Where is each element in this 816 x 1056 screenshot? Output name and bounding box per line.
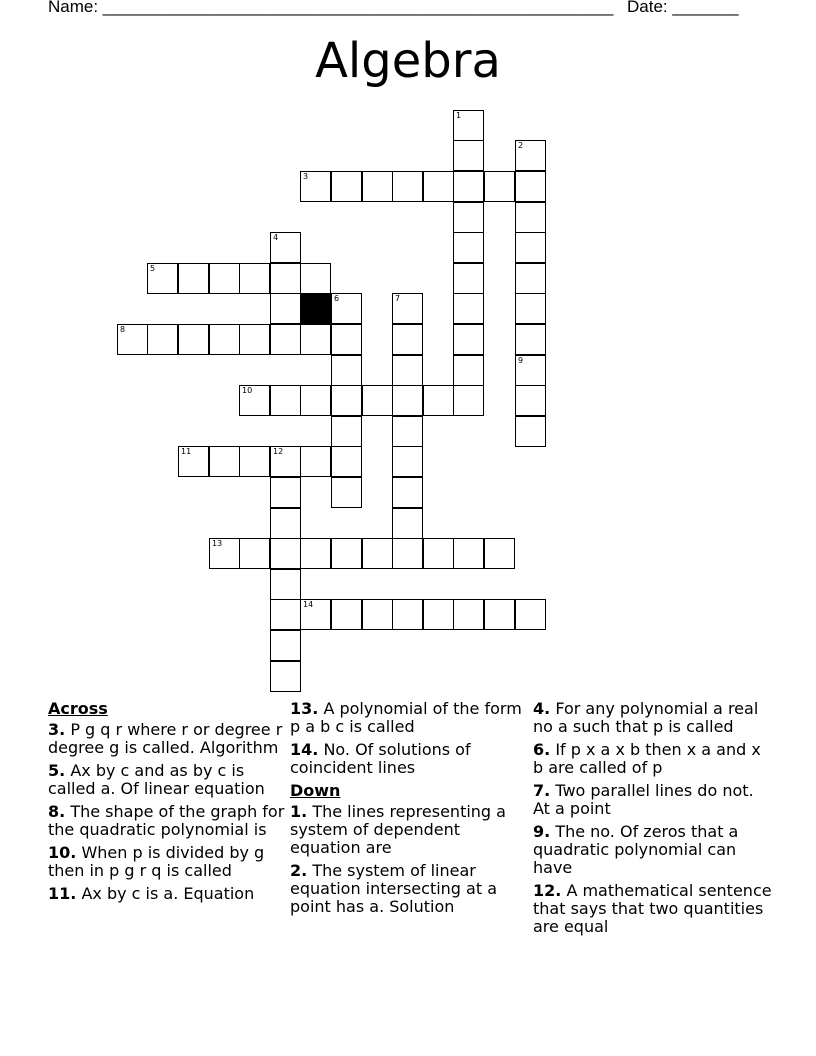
crossword-cell[interactable]	[484, 599, 515, 630]
clue-number: 8	[120, 325, 126, 334]
crossword-cell[interactable]	[270, 446, 301, 477]
crossword-cell[interactable]	[515, 171, 546, 202]
crossword-cell[interactable]	[392, 171, 423, 202]
crossword-cell[interactable]	[239, 538, 270, 569]
clue-down-4: 4. For any polynomial a real no a such that p is called	[533, 699, 759, 736]
crossword-cell[interactable]	[453, 140, 484, 171]
crossword-cell[interactable]	[392, 477, 423, 508]
crossword-cell[interactable]	[392, 355, 423, 386]
across-heading: Across	[48, 699, 108, 718]
crossword-cell[interactable]	[331, 324, 362, 355]
crossword-cell[interactable]	[331, 416, 362, 447]
crossword-cell[interactable]	[270, 385, 301, 416]
crossword-cell[interactable]	[300, 324, 331, 355]
clue-number: 14	[303, 600, 314, 609]
crossword-cell[interactable]	[423, 385, 454, 416]
clue-number: 2	[518, 141, 524, 150]
crossword-cell[interactable]	[300, 599, 331, 630]
crossword-cell[interactable]	[300, 538, 331, 569]
crossword-cell[interactable]	[362, 538, 393, 569]
crossword-cell[interactable]	[453, 232, 484, 263]
crossword-cell[interactable]	[484, 538, 515, 569]
clues-column-3	[533, 700, 773, 941]
crossword-cell[interactable]	[209, 538, 240, 569]
crossword-cell[interactable]	[331, 538, 362, 569]
crossword-cell[interactable]	[515, 416, 546, 447]
crossword-cell[interactable]	[147, 263, 178, 294]
crossword-cell[interactable]	[484, 171, 515, 202]
crossword-cell[interactable]	[300, 171, 331, 202]
crossword-cell[interactable]	[362, 385, 393, 416]
clue-number: 6	[334, 294, 340, 303]
clue-across-13: 13. A polynomial of the form p a b c is called	[290, 699, 522, 736]
clue-across-14: 14. No. Of solutions of coincident lines	[290, 740, 471, 777]
crossword-cell[interactable]	[270, 263, 301, 294]
clue-number: 13	[212, 539, 223, 548]
clue-across-11: 11. Ax by c is a. Equation	[48, 884, 255, 903]
crossword-cell[interactable]	[453, 599, 484, 630]
clue-number: 11	[181, 447, 192, 456]
crossword-cell[interactable]	[392, 416, 423, 447]
crossword-cell[interactable]	[515, 293, 546, 324]
crossword-cell[interactable]	[300, 263, 331, 294]
crossword-cell[interactable]	[117, 324, 148, 355]
crossword-cell[interactable]	[515, 140, 546, 171]
crossword-cell[interactable]	[453, 324, 484, 355]
crossword-cell[interactable]	[270, 538, 301, 569]
crossword-cell[interactable]	[270, 508, 301, 539]
crossword-cell[interactable]	[270, 293, 301, 324]
crossword-cell[interactable]	[423, 538, 454, 569]
crossword-cell[interactable]	[392, 324, 423, 355]
crossword-cell[interactable]	[239, 324, 270, 355]
clue-down-1: 1. The lines representing a system of dependent equation are	[290, 802, 506, 857]
crossword-cell[interactable]	[239, 263, 270, 294]
crossword-cell[interactable]	[515, 324, 546, 355]
crossword-cell[interactable]	[453, 538, 484, 569]
crossword-cell[interactable]	[515, 355, 546, 386]
crossword-cell[interactable]	[331, 477, 362, 508]
crossword-cell[interactable]	[331, 355, 362, 386]
crossword-cell[interactable]	[453, 110, 484, 141]
crossword-cell[interactable]	[453, 202, 484, 233]
down-heading: Down	[290, 781, 341, 800]
crossword-cell[interactable]	[423, 171, 454, 202]
crossword-cell[interactable]	[239, 385, 270, 416]
clue-number: 10	[242, 386, 253, 395]
crossword-cell[interactable]	[392, 508, 423, 539]
name-field-label: Name: ______________________________________________________	[48, 0, 614, 16]
date-field-label: Date: _______	[627, 0, 739, 16]
crossword-cell[interactable]	[515, 232, 546, 263]
crossword-cell[interactable]	[300, 446, 331, 477]
crossword-cell[interactable]	[331, 446, 362, 477]
clue-number: 4	[273, 233, 279, 242]
crossword-cell[interactable]	[515, 599, 546, 630]
crossword-cell[interactable]	[453, 293, 484, 324]
clue-down-9: 9. The no. Of zeros that a quadratic polynomial can have	[533, 822, 739, 877]
crossword-black-cell	[300, 293, 331, 324]
page-title: Algebra	[315, 33, 501, 89]
clue-number: 1	[456, 111, 462, 120]
crossword-cell[interactable]	[209, 446, 240, 477]
crossword-cell[interactable]	[270, 630, 301, 661]
crossword-cell[interactable]	[300, 385, 331, 416]
clue-number: 3	[303, 172, 309, 181]
crossword-cell[interactable]	[392, 538, 423, 569]
crossword-cell[interactable]	[209, 324, 240, 355]
crossword-cell[interactable]	[270, 477, 301, 508]
crossword-cell[interactable]	[178, 446, 209, 477]
clue-number: 9	[518, 356, 524, 365]
clue-across-10: 10. When p is divided by g then in p g r q is called	[48, 843, 265, 880]
crossword-cell[interactable]	[453, 385, 484, 416]
crossword-cell[interactable]	[209, 263, 240, 294]
clue-across-8: 8. The shape of the graph for the quadratic polynomial is	[48, 802, 285, 839]
crossword-cell[interactable]	[515, 202, 546, 233]
crossword-cell[interactable]	[178, 324, 209, 355]
crossword-cell[interactable]	[392, 446, 423, 477]
crossword-cell[interactable]	[147, 324, 178, 355]
crossword-cell[interactable]	[270, 324, 301, 355]
crossword-cell[interactable]	[270, 569, 301, 600]
clue-across-3: 3. P g q r where r or degree r degree g is called. Algorithm	[48, 720, 283, 757]
clue-number: 7	[395, 294, 401, 303]
clue-down-7: 7. Two parallel lines do not. At a point	[533, 781, 754, 818]
crossword-cell[interactable]	[239, 446, 270, 477]
crossword-cell[interactable]	[270, 661, 301, 692]
crossword-cell[interactable]	[453, 355, 484, 386]
crossword-cell[interactable]	[453, 171, 484, 202]
crossword-cell[interactable]	[331, 599, 362, 630]
clues-column-1	[48, 700, 288, 908]
crossword-cell[interactable]	[362, 171, 393, 202]
clue-number: 5	[150, 264, 156, 273]
clue-number: 12	[273, 447, 284, 456]
clue-down-6: 6. If p x a x b then x a and x b are called of p	[533, 740, 761, 777]
clue-across-5: 5. Ax by c and as by c is called a. Of linear equation	[48, 761, 265, 798]
crossword-cell[interactable]	[178, 263, 209, 294]
crossword-cell[interactable]	[362, 599, 393, 630]
crossword-cell[interactable]	[453, 263, 484, 294]
clue-down-2: 2. The system of linear equation intersecting at a point has a. Solution	[290, 861, 498, 916]
crossword-cell[interactable]	[331, 293, 362, 324]
crossword-cell[interactable]	[331, 171, 362, 202]
clues-column-2	[290, 700, 530, 921]
crossword-cell[interactable]	[392, 599, 423, 630]
crossword-cell[interactable]	[423, 599, 454, 630]
crossword-cell[interactable]	[515, 263, 546, 294]
crossword-cell[interactable]	[515, 385, 546, 416]
crossword-cell[interactable]	[270, 599, 301, 630]
crossword-cell[interactable]	[331, 385, 362, 416]
clue-down-12: 12. A mathematical sentence that says that two quantities are equal	[533, 881, 772, 936]
crossword-cell[interactable]	[392, 385, 423, 416]
crossword-cell[interactable]	[392, 293, 423, 324]
crossword-cell[interactable]	[270, 232, 301, 263]
